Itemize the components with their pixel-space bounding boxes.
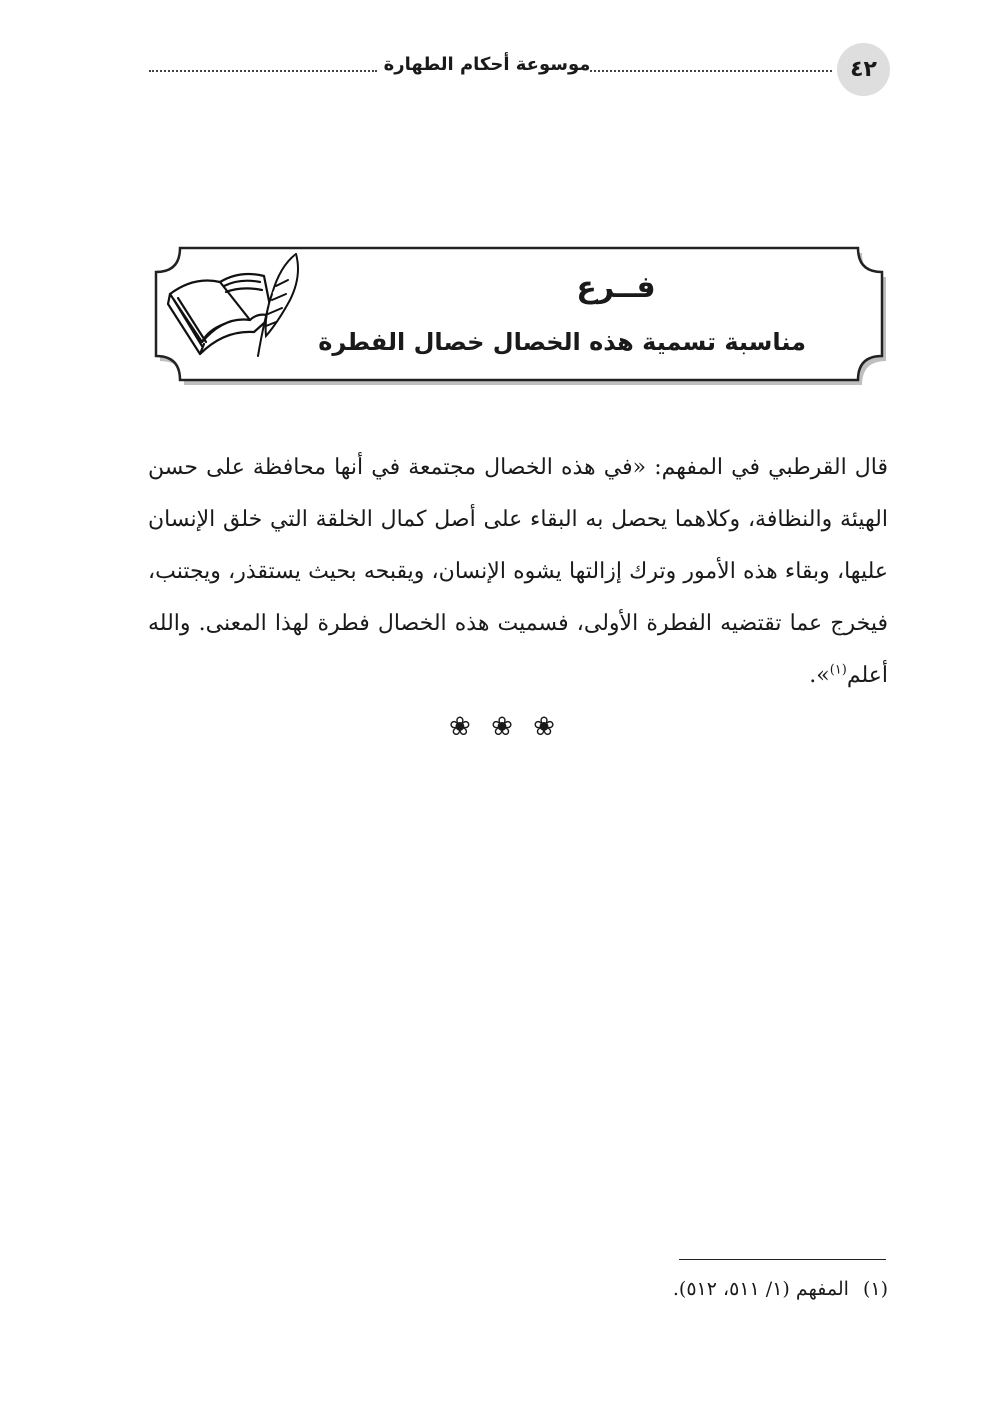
page-number: ٤٢ bbox=[837, 43, 890, 96]
section-banner bbox=[146, 238, 892, 390]
body-paragraph bbox=[148, 442, 888, 702]
paragraph-closing: ». bbox=[809, 663, 830, 688]
footnote-reference: (١) bbox=[829, 662, 847, 678]
footnote bbox=[500, 1278, 888, 1300]
banner-label: فــرع bbox=[576, 270, 656, 305]
footnote-number: (١) bbox=[862, 1278, 888, 1300]
footnote-divider bbox=[679, 1259, 886, 1260]
book-and-quill-icon bbox=[164, 246, 304, 366]
header-dotted-rule-left bbox=[149, 70, 377, 72]
page-header bbox=[145, 40, 890, 98]
banner-title: مناسبة تسمية هذه الخصال خصال الفطرة bbox=[318, 328, 806, 356]
header-dotted-rule-right bbox=[590, 70, 832, 72]
paragraph-text: قال القرطبي في المفهم: «في هذه الخصال مجتمعة في أنها محافظة على حسن الهيئة والنظافة، وكلاهما يحصل به البقاء على أصل كمال الخلقة التي خلق الإنسان عليها، وبقاء هذه الأمور وترك إزالتها يشوه الإنسان، ويقبحه بحيث يستقذر، ويجتنب، فيخرج عما تقتضيه الفطرة الأولى، فسميت هذه الخصال فطرة لهذا المعنى. والله أعلم bbox=[148, 455, 888, 688]
section-ornament: ❀ ❀ ❀ bbox=[449, 712, 561, 742]
running-title: موسوعة أحكام الطهارة bbox=[383, 54, 591, 75]
footnote-text: المفهم (١/ ٥١١، ٥١٢). bbox=[672, 1278, 849, 1300]
